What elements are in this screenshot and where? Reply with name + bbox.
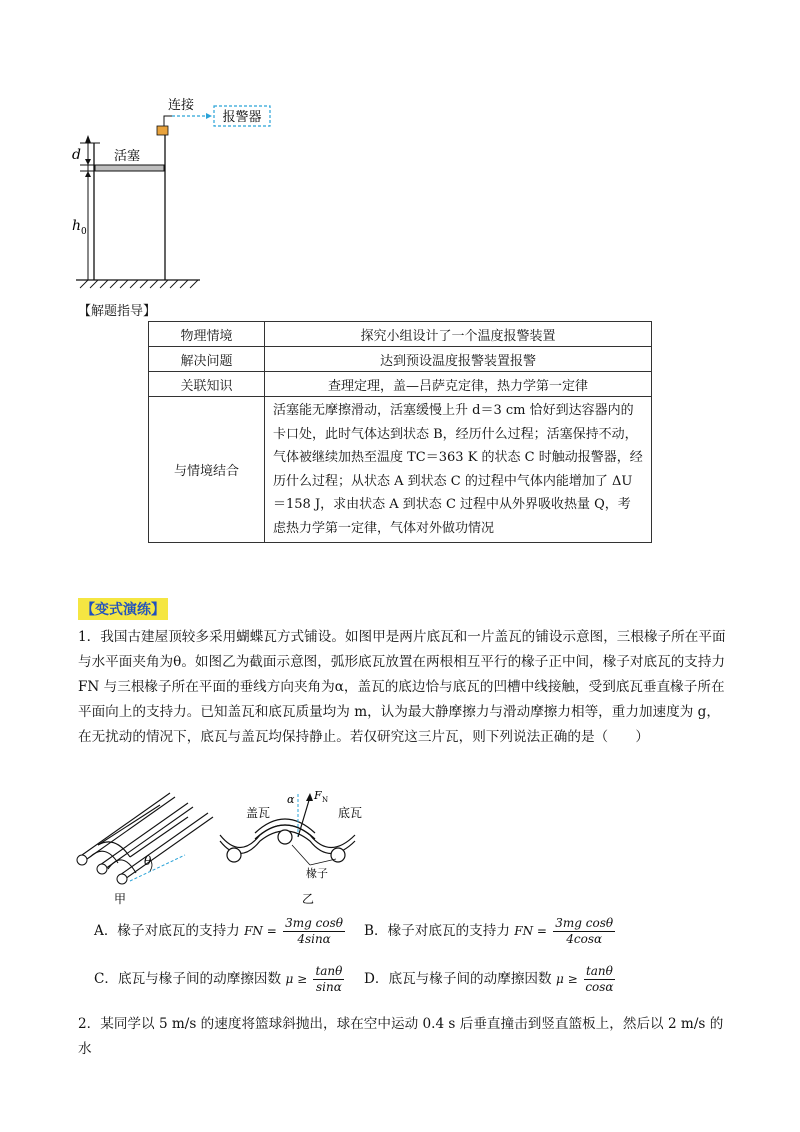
fn-sub-label: N: [322, 796, 329, 804]
fn-label: F: [314, 789, 322, 802]
sensor-block: [157, 126, 168, 135]
option-c-lhs: μ ≥: [285, 972, 308, 986]
diwa-label: 底瓦: [338, 806, 363, 820]
option-d-label: D．底瓦与椽子间的动摩擦因数: [364, 971, 552, 987]
option-c-fraction: [313, 964, 344, 995]
question-1-text: 1．我国古建屋顶较多采用蝴蝶瓦方式铺设。如图甲是两片底瓦和一片盖瓦的铺设示意图，三根椽子所在平面与水平面夹角为θ。如图乙为截面示意图，弧形底瓦放置在两根相互平行的椽子正中间，椽子对底瓦的支持力 FN 与三根椽子所在平面的垂线方向夹角为α，盖瓦的底边恰与底瓦的凹槽中线接触，受到底瓦垂直椽子所在平面向上的支持力。已知盖瓦和底瓦质量均为 m，认为最大静摩擦力与滑动摩擦力相等，重力加速度为 g，在无扰动的情况下，底瓦与盖瓦均保持静止。若仅研究这三片瓦，则下列说法正确的是（ ）: [78, 629, 726, 745]
fraction-denominator: 4sinα: [297, 932, 331, 946]
table-row: [149, 347, 652, 372]
option-b-fraction: [553, 916, 615, 947]
table-value: 达到预设温度报警装置报警: [265, 347, 652, 372]
option-d[interactable]: [364, 964, 617, 995]
fraction-denominator: cosα: [585, 980, 614, 994]
guide-table: [148, 321, 652, 543]
h-sub-label: 0: [81, 227, 87, 237]
table-key: 物理情境: [149, 322, 265, 347]
gaiwa-label: 盖瓦: [246, 806, 271, 820]
fraction-denominator: 4cosα: [566, 932, 603, 946]
d-label: d: [72, 147, 81, 163]
table-value: 探究小组设计了一个温度报警装置: [265, 322, 652, 347]
table-row: [149, 397, 652, 543]
table-value: 查理定理，盖—吕萨克定律，热力学第一定律: [265, 372, 652, 397]
option-a[interactable]: [94, 916, 347, 947]
theta-label: θ: [144, 854, 152, 868]
option-c[interactable]: [94, 964, 346, 995]
tiles-figure: [70, 785, 400, 910]
table-row: [149, 322, 652, 347]
alpha-label: α: [287, 793, 295, 806]
table-row: [149, 372, 652, 397]
fraction-numerator: tanθ: [315, 964, 343, 978]
h-label: h: [72, 218, 82, 234]
table-value: 活塞能无摩擦滑动，活塞缓慢上升 d＝3 cm 恰好到达容器内的卡口处，此时气体达到状态 B，经历什么过程；活塞保持不动，气体被继续加热至温度 TC＝363 K 的状态 C 时触动报警器，经历什么过程；从状态 A 到状态 C 的过程中气体内能增加了 ΔU＝158 J，求由状态 A 到状态 C 过程中从外界吸收热量 Q，考虑热力学第一定律，气体对外做功情况: [265, 397, 652, 543]
yi-label: 乙: [302, 892, 315, 906]
table-key: 与情境结合: [149, 397, 265, 543]
option-d-lhs: μ ≥: [555, 972, 578, 986]
fraction-numerator: 3mg cosθ: [285, 916, 343, 930]
option-a-lhs: FN =: [244, 924, 277, 938]
option-a-label: A．椽子对底瓦的支持力: [94, 923, 240, 939]
option-b-lhs: FN =: [514, 924, 547, 938]
fraction-numerator: tanθ: [585, 964, 613, 978]
piston-alarm-figure: [60, 88, 300, 298]
variant-title: 【变式演练】: [78, 598, 168, 620]
piston: [95, 165, 164, 171]
connect-label: 连接: [168, 98, 195, 113]
piston-label: 活塞: [114, 149, 141, 164]
option-a-fraction: [283, 916, 345, 947]
option-c-label: C．底瓦与椽子间的动摩擦因数: [94, 971, 282, 987]
table-key: 解决问题: [149, 347, 265, 372]
table-key: 关联知识: [149, 372, 265, 397]
question-2-text: 2．某同学以 5 m/s 的速度将篮球斜抛出，球在空中运动 0.4 s 后垂直撞击到竖直篮板上，然后以 2 m/s 的水: [78, 1016, 724, 1057]
option-b[interactable]: [364, 916, 617, 947]
alarm-label: 报警器: [222, 110, 262, 125]
fraction-numerator: 3mg cosθ: [555, 916, 614, 930]
guide-title: 【解题指导】: [78, 304, 157, 319]
fraction-denominator: sinα: [316, 980, 342, 994]
jia-label: 甲: [114, 892, 127, 906]
option-d-fraction: [584, 964, 615, 995]
option-b-label: B．椽子对底瓦的支持力: [364, 923, 510, 939]
chuanzi-label: 椽子: [306, 867, 328, 880]
